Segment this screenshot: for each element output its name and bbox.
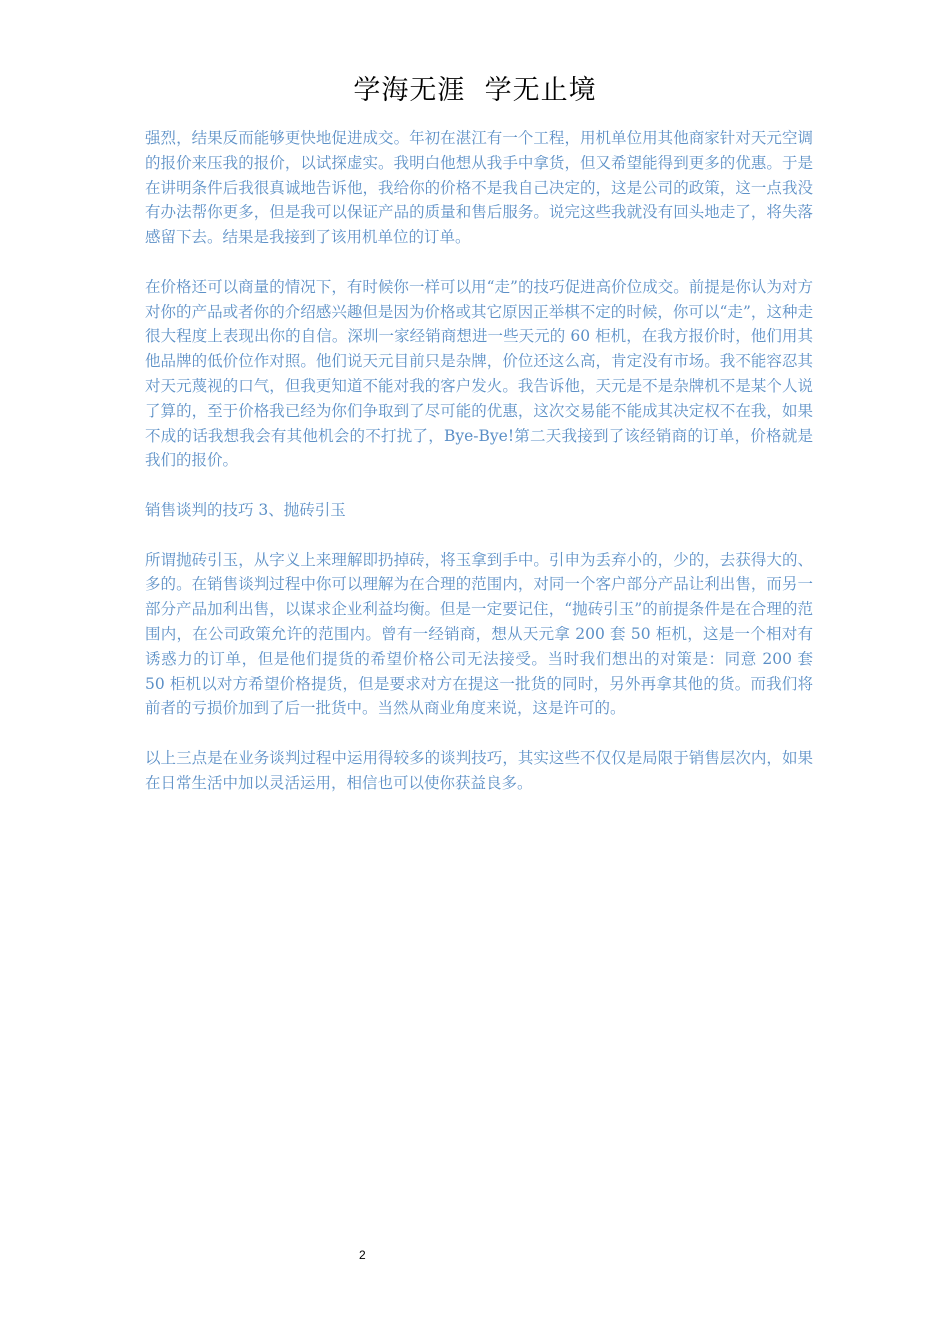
paragraph-conclusion: 以上三点是在业务谈判过程中运用得较多的谈判技巧，其实这些不仅仅是局限于销售层次内，如果在日常生活中加以灵活运用，相信也可以使你获益良多。 <box>145 748 813 792</box>
document-body <box>145 126 813 820</box>
page-number: 2 <box>359 1248 366 1262</box>
section-heading-technique-3: 销售谈判的技巧 3、抛砖引玉 <box>145 500 346 519</box>
page-header-title: 学海无涯 学无止境 <box>353 75 597 106</box>
paragraph-brick-jade-technique: 所谓抛砖引玉，从字义上来理解即扔掉砖，将玉拿到手中。引申为丢弃小的，少的，去获得大的、多的。在销售谈判过程中你可以理解为在合理的范围内，对同一个客户部分产品让利出售，而另一部分产品加利出售，以谋求企业利益均衡。但是一定要记住，“抛砖引玉”的前提条件是在合理的范围内，在公司政策允许的范围内。曾有一经销商，想从天元拿 200 套 50 柜机，这是一个相对有诱惑力的订单，但是他们提货的希望价格公司无法接受。当时我们想出的对策是：同意 200 套 50 柜机以对方希望价格提货，但是要求对方在提这一批货的同时，另外再拿其他的货。而我们将前者的亏损价加到了后一批货中。当然从商业角度来说，这是许可的。 <box>145 550 813 718</box>
paragraph-walk-away-technique: 在价格还可以商量的情况下，有时候你一样可以用“走”的技巧促进高价位成交。前提是你认为对方对你的产品或者你的介绍感兴趣但是因为价格或其它原因正举棋不定的时候，你可以“走”，这种走很大程度上表现出你的自信。深圳一家经销商想进一些天元的 60 柜机，在我方报价时，他们用其他品牌的低价位作对照。他们说天元目前只是杂牌，价位还这么高，肯定没有市场。我不能容忍其对天元蔑视的口气，但我更知道不能对我的客户发火。我告诉他，天元是不是杂牌机不是某个人说了算的，至于价格我已经为你们争取到了尽可能的优惠，这次交易能不能成其决定权不在我，如果不成的话我想我会有其他机会的不打扰了，Bye-Bye!第二天我接到了该经销商的订单，价格就是我们的报价。 <box>145 277 813 470</box>
paragraph-closing-deal: 强烈，结果反而能够更快地促进成交。年初在湛江有一个工程，用机单位用其他商家针对天元空调的报价来压我的报价，以试探虚实。我明白他想从我手中拿货，但又希望能得到更多的优惠。于是在讲明条件后我很真诚地告诉他，我给你的价格不是我自己决定的，这是公司的政策，这一点我没有办法帮你更多，但是我可以保证产品的质量和售后服务。说完这些我就没有回头地走了，将失落感留下去。结果是我接到了该用机单位的订单。 <box>145 129 813 247</box>
